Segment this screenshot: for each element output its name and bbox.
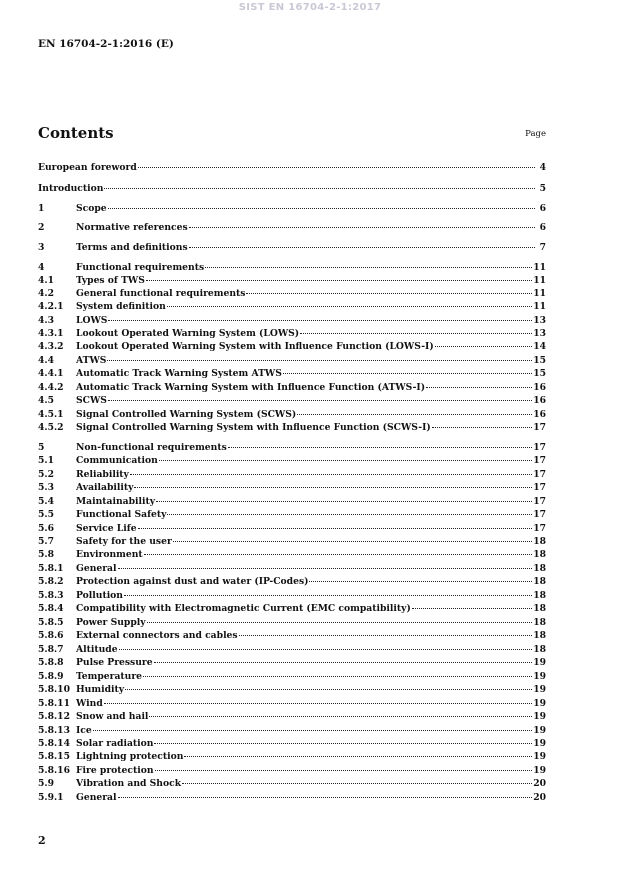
dot-leader	[435, 339, 533, 347]
toc-entry-title: Lightning protection	[76, 751, 184, 762]
toc-entry[interactable]	[38, 630, 546, 642]
toc-entry-page: 16	[533, 382, 546, 393]
toc-entry-title: External connectors and cables	[76, 630, 238, 641]
toc-entry-number: 4.3.1	[38, 328, 64, 339]
toc-entry-number: 4.2.1	[38, 301, 64, 312]
dot-leader	[124, 588, 532, 596]
toc-entry-number: 5.8.15	[38, 751, 70, 762]
dot-leader	[118, 790, 533, 798]
toc-entry[interactable]	[38, 162, 546, 174]
dot-leader	[149, 709, 532, 717]
toc-entry-title: Service Life	[76, 523, 137, 534]
toc-entry-title: Vibration and Shock	[76, 778, 182, 789]
dot-leader	[130, 467, 532, 475]
toc-entry-number: 5.8.11	[38, 698, 70, 709]
dot-leader	[134, 480, 532, 488]
toc-entry[interactable]	[38, 301, 546, 313]
toc-entry-title: Availability	[76, 482, 134, 493]
toc-entry-number: 5.3	[38, 482, 54, 493]
toc-entry[interactable]	[38, 509, 546, 521]
toc-entry-number: 5.6	[38, 523, 54, 534]
dot-leader	[156, 494, 532, 502]
toc-entry-title: Power Supply	[76, 617, 146, 628]
dot-leader	[300, 326, 532, 334]
toc-entry-page: 11	[533, 288, 546, 299]
toc-entry-number: 4.5.2	[38, 422, 64, 433]
toc-entry-title: Signal Controlled Warning System with Influence Function (SCWS-I)	[76, 422, 431, 433]
toc-entry-title: Safety for the user	[76, 536, 172, 547]
toc-entry-title: Pulse Pressure	[76, 657, 153, 668]
dot-leader	[138, 160, 535, 168]
toc-entry-title: Communication	[76, 455, 158, 466]
toc-entry-page: 20	[533, 778, 546, 789]
dot-leader	[125, 682, 532, 690]
dot-leader	[108, 393, 532, 401]
dot-leader	[154, 736, 532, 744]
dot-leader	[309, 574, 532, 582]
toc-entry-title: LOWS	[76, 315, 108, 326]
toc-entry[interactable]	[38, 657, 546, 669]
toc-entry-title: Lookout Operated Warning System (LOWS)	[76, 328, 300, 339]
toc-entry-title: General functional requirements	[76, 288, 246, 299]
toc-entry-title: Functional Safety	[76, 509, 167, 520]
toc-entry-page: 19	[533, 671, 546, 682]
dot-leader	[246, 286, 532, 294]
toc-entry-title: Automatic Track Warning System ATWS	[76, 368, 282, 379]
toc-entry-title: Normative references	[76, 222, 188, 233]
toc-entry[interactable]	[38, 341, 546, 353]
toc-entry-title: Functional requirements	[76, 262, 205, 273]
toc-entry-number: 4.2	[38, 288, 54, 299]
dot-leader	[108, 313, 532, 321]
dot-leader	[147, 615, 533, 623]
toc-entry-number: 5.8.7	[38, 644, 64, 655]
toc-entry-title: Lookout Operated Warning System with Influence Function (LOWS-I)	[76, 341, 434, 352]
contents-heading: Contents	[38, 124, 114, 142]
toc-entry-title: Pollution	[76, 590, 123, 601]
dot-leader	[228, 440, 532, 448]
toc-entry-number: 4.4	[38, 355, 54, 366]
toc-entry-number: 5.8.12	[38, 711, 70, 722]
toc-entry-page: 19	[533, 711, 546, 722]
toc-entry-page: 15	[533, 355, 546, 366]
toc-entry-page: 17	[533, 496, 546, 507]
toc-entry[interactable]	[38, 395, 546, 407]
toc-entry-number: 5.1	[38, 455, 54, 466]
toc-entry-title: Altitude	[76, 644, 118, 655]
toc-entry-title: Reliability	[76, 469, 129, 480]
toc-entry-page: 16	[533, 409, 546, 420]
toc-entry-number: 5.9.1	[38, 792, 64, 803]
toc-entry-page: 18	[533, 644, 546, 655]
dot-leader	[184, 749, 532, 757]
toc-entry-number: 5.8.14	[38, 738, 70, 749]
toc-entry-title: Wind	[76, 698, 103, 709]
toc-entry-number: 5.8.1	[38, 563, 64, 574]
dot-leader	[118, 561, 533, 569]
toc-entry-number: 5.4	[38, 496, 54, 507]
toc-entry-page: 18	[533, 617, 546, 628]
toc-entry[interactable]	[38, 368, 546, 380]
toc-entry-title: Ice	[76, 725, 92, 736]
toc-entry-number: 5.2	[38, 469, 54, 480]
toc-entry-title: Environment	[76, 549, 143, 560]
toc-entry-page: 11	[533, 275, 546, 286]
toc-entry-title: Terms and definitions	[76, 242, 188, 253]
dot-leader	[432, 420, 532, 428]
toc-entry-page: 18	[533, 603, 546, 614]
toc-entry-number: 5.8.5	[38, 617, 64, 628]
toc-entry-number: 5.7	[38, 536, 54, 547]
toc-entry-number: 4.1	[38, 275, 54, 286]
page-number: 2	[38, 834, 46, 847]
dot-leader	[297, 407, 532, 415]
toc-entry-number: 5.8.2	[38, 576, 64, 587]
document-id: EN 16704-2-1:2016 (E)	[38, 38, 174, 50]
dot-leader	[108, 201, 535, 209]
toc-entry-title: Humidity	[76, 684, 125, 695]
toc-entry-number: 5.8.3	[38, 590, 64, 601]
watermark: SIST EN 16704-2-1:2017	[238, 2, 382, 13]
toc-entry-number: 4.4.2	[38, 382, 64, 393]
toc-entry-title: Maintainability	[76, 496, 156, 507]
toc-entry-title: Compatibility with Electromagnetic Current (EMC compatibility)	[76, 603, 411, 614]
toc-entry-page: 13	[533, 315, 546, 326]
toc-entry-number: 5.8	[38, 549, 54, 560]
dot-leader	[189, 220, 535, 228]
toc-entry-page: 6	[539, 203, 546, 214]
toc-entry[interactable]	[38, 242, 546, 254]
dot-leader	[167, 507, 532, 515]
toc-entry[interactable]	[38, 751, 546, 763]
toc-entry[interactable]	[38, 778, 546, 790]
dot-leader	[159, 453, 532, 461]
toc-entry-page: 17	[533, 509, 546, 520]
toc-entry[interactable]	[38, 576, 546, 588]
toc-entry-title: Automatic Track Warning System with Influence Function (ATWS-I)	[76, 382, 426, 393]
toc-entry-page: 18	[533, 590, 546, 601]
dot-leader	[144, 547, 533, 555]
toc-entry-number: 4.5.1	[38, 409, 64, 420]
toc-entry-number: 3	[38, 242, 45, 253]
toc-entry-title: Scope	[76, 203, 107, 214]
toc-entry-page: 17	[533, 455, 546, 466]
toc-entry[interactable]	[38, 183, 546, 195]
dot-leader	[104, 696, 532, 704]
toc-entry[interactable]	[38, 684, 546, 696]
toc-entry-number: 5.9	[38, 778, 54, 789]
toc-entry-page: 11	[533, 262, 546, 273]
toc-entry[interactable]	[38, 203, 546, 215]
toc-entry-title: Fire protection	[76, 765, 154, 776]
toc-entry-number: 4.3	[38, 315, 54, 326]
toc-entry-title: Introduction	[38, 183, 104, 194]
toc-entry-title: General	[76, 563, 117, 574]
toc-entry[interactable]	[38, 222, 546, 234]
dot-leader	[107, 353, 532, 361]
toc-entry[interactable]	[38, 549, 546, 561]
toc-entry-page: 17	[533, 442, 546, 453]
dot-leader	[205, 260, 532, 268]
dot-leader	[412, 601, 532, 609]
toc-entry[interactable]	[38, 711, 546, 723]
toc-entry-number: 4	[38, 262, 45, 273]
toc-entry-page: 14	[533, 341, 546, 352]
dot-leader	[119, 642, 533, 650]
toc-entry-number: 5.8.16	[38, 765, 70, 776]
toc-entry-title: General	[76, 792, 117, 803]
dot-leader	[143, 669, 532, 677]
toc-entry-page: 19	[533, 698, 546, 709]
dot-leader	[426, 380, 532, 388]
toc-entry-page: 19	[533, 765, 546, 776]
toc-entry-page: 20	[533, 792, 546, 803]
toc-entry-page: 18	[533, 549, 546, 560]
dot-leader	[182, 776, 532, 784]
toc-entry-page: 17	[533, 523, 546, 534]
toc-entry-number: 5.8.6	[38, 630, 64, 641]
dot-leader	[283, 366, 532, 374]
toc-entry-title: European foreword	[38, 162, 137, 173]
toc-entry-number: 5	[38, 442, 45, 453]
toc-entry-page: 17	[533, 422, 546, 433]
toc-entry-page: 18	[533, 630, 546, 641]
toc-entry-number: 5.8.9	[38, 671, 64, 682]
toc-entry-page: 19	[533, 725, 546, 736]
toc-entry-title: Non-functional requirements	[76, 442, 227, 453]
toc-entry-page: 13	[533, 328, 546, 339]
toc-entry-title: ATWS	[76, 355, 107, 366]
toc-entry-title: Snow and hail	[76, 711, 149, 722]
toc-entry-number: 5.8.4	[38, 603, 64, 614]
toc-entry-title: Temperature	[76, 671, 143, 682]
toc-entry-number: 5.8.10	[38, 684, 70, 695]
toc-entry-number: 1	[38, 203, 45, 214]
toc-entry[interactable]	[38, 792, 546, 804]
toc-entry-number: 5.8.8	[38, 657, 64, 668]
page-column-label: Page	[525, 129, 546, 139]
toc-entry[interactable]	[38, 603, 546, 615]
toc-entry-title: System definition	[76, 301, 166, 312]
toc-entry-number: 5.5	[38, 509, 54, 520]
dot-leader	[93, 723, 532, 731]
toc-entry-title: Solar radiation	[76, 738, 154, 749]
toc-entry-title: Protection against dust and water (IP-Codes)	[76, 576, 309, 587]
toc-entry-page: 19	[533, 738, 546, 749]
toc-entry[interactable]	[38, 422, 546, 434]
toc-entry-number: 5.8.13	[38, 725, 70, 736]
toc-entry[interactable]	[38, 482, 546, 494]
toc-entry-page: 11	[533, 301, 546, 312]
toc-entry-page: 18	[533, 576, 546, 587]
toc-entry-number: 2	[38, 222, 45, 233]
toc-entry-page: 17	[533, 482, 546, 493]
toc-entry-page: 19	[533, 657, 546, 668]
toc-entry-title: SCWS	[76, 395, 107, 406]
toc-entry-page: 18	[533, 536, 546, 547]
toc-entry-page: 7	[539, 242, 546, 253]
toc-entry-page: 5	[539, 183, 546, 194]
dot-leader	[138, 521, 533, 529]
dot-leader	[173, 534, 532, 542]
dot-leader	[167, 299, 532, 307]
toc-entry-number: 4.4.1	[38, 368, 64, 379]
toc-entry-page: 17	[533, 469, 546, 480]
toc-entry-number: 4.3.2	[38, 341, 64, 352]
toc-entry-page: 6	[539, 222, 546, 233]
toc-entry-page: 15	[533, 368, 546, 379]
toc-entry-page: 19	[533, 751, 546, 762]
toc-entry-page: 19	[533, 684, 546, 695]
toc-entry-page: 4	[539, 162, 546, 173]
toc-entry[interactable]	[38, 455, 546, 467]
dot-leader	[189, 240, 535, 248]
toc-entry-number: 4.5	[38, 395, 54, 406]
toc-entry-title: Types of TWS	[76, 275, 145, 286]
toc-entry-title: Signal Controlled Warning System (SCWS)	[76, 409, 297, 420]
toc-entry-page: 16	[533, 395, 546, 406]
dot-leader	[104, 181, 535, 189]
dot-leader	[146, 273, 532, 281]
dot-leader	[155, 763, 533, 771]
dot-leader	[239, 628, 533, 636]
toc-entry-page: 18	[533, 563, 546, 574]
dot-leader	[154, 655, 533, 663]
